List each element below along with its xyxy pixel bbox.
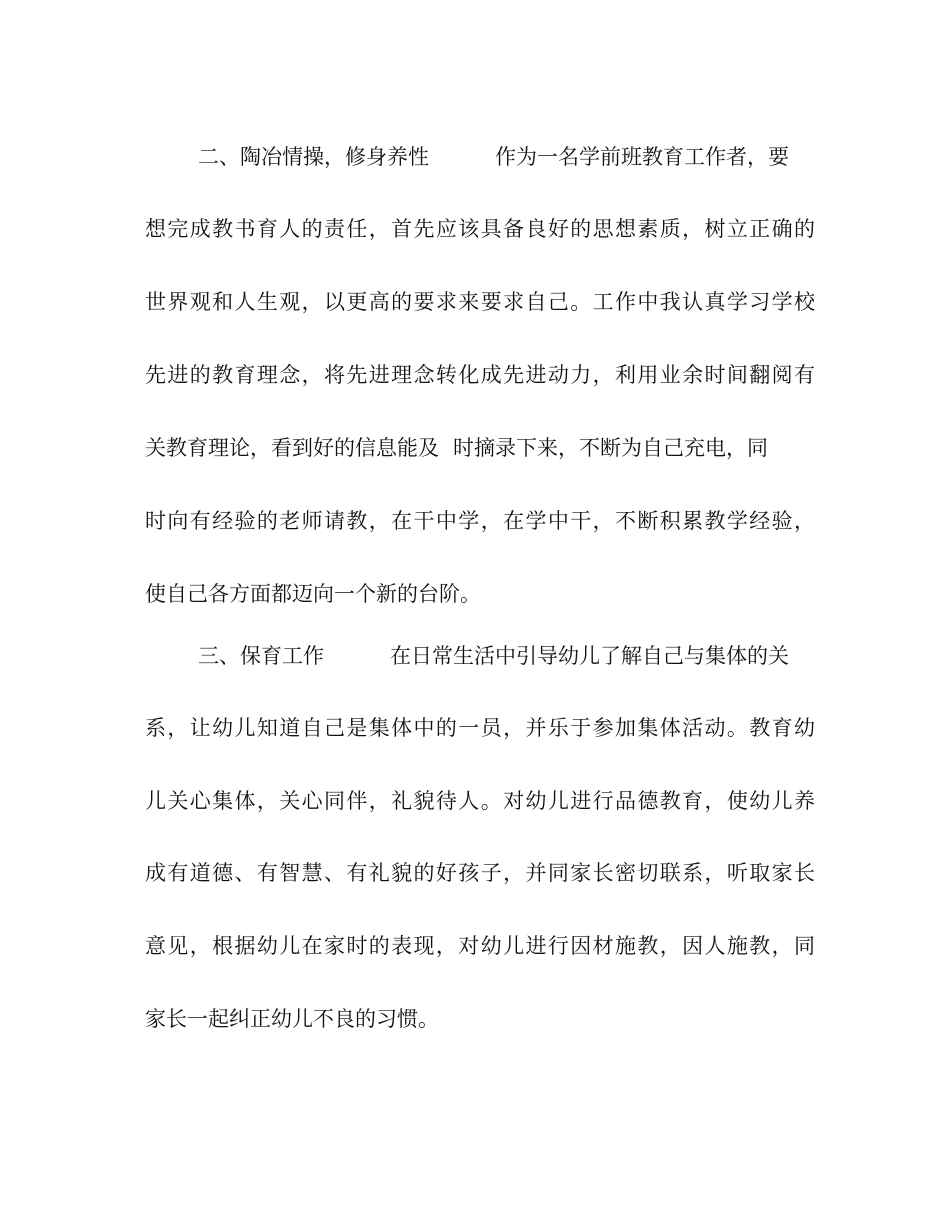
section-2-line-6: 时向有经验的老师请教，在干中学，在学中干，不断积累教学经验，: [145, 509, 815, 533]
section-3-line-6: 家长一起纠正幼儿不良的习惯。: [145, 1007, 439, 1031]
section-2-line-3: 世界观和人生观，以更高的要求来要求自己。工作中我认真学习学校: [145, 290, 815, 314]
section-3-text-1: 在日常生活中引导幼儿了解自己与集体的关: [390, 644, 789, 668]
section-3-line-3: 儿关心集体，关心同伴，礼貌待人。对幼儿进行品德教育，使幼儿养: [145, 789, 815, 813]
section-3-heading: 三、保育工作: [198, 644, 324, 668]
section-2-text-5b: 时摘录下来，不断为自己充电，同: [453, 436, 768, 460]
section-2-line-2: 想完成教书育人的责任，首先应该具备良好的思想素质，树立正确的: [145, 217, 815, 241]
section-3-line-5: 意见，根据幼儿在家时的表现，对幼儿进行因材施教，因人施教，同: [145, 934, 815, 958]
section-2-text-1: 作为一名学前班教育工作者，要: [495, 145, 789, 169]
section-3-line-2: 系，让幼儿知道自己是集体中的一员，并乐于参加集体活动。教育幼: [145, 716, 815, 740]
section-2-text-5a: 关教育理论，看到好的信息能及: [145, 436, 439, 460]
section-2-line-1: [198, 145, 805, 169]
section-2-line-4: 先进的教育理念，将先进理念转化成先进动力，利用业余时间翻阅有: [145, 363, 815, 387]
section-2-line-5: [145, 436, 815, 460]
section-2-line-7: 使自己各方面都迈向一个新的台阶。: [145, 582, 481, 606]
section-2-heading: 二、陶冶情操，修身养性: [198, 145, 429, 169]
section-3-line-4: 成有道德、有智慧、有礼貌的好孩子，并同家长密切联系，听取家长: [145, 861, 815, 885]
section-3-line-1: [198, 644, 805, 668]
